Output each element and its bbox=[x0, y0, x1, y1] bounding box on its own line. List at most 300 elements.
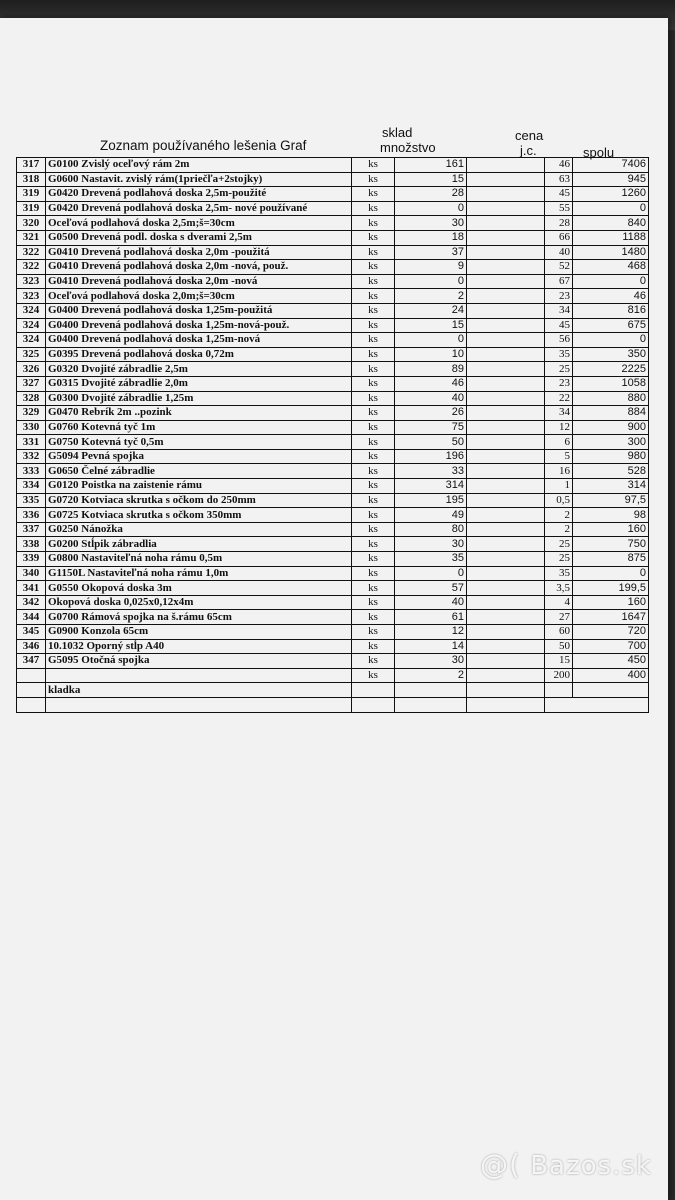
item-unit bbox=[352, 683, 395, 698]
row-number: 327 bbox=[17, 376, 46, 391]
table-row bbox=[17, 420, 649, 435]
item-unit-price: 66 bbox=[545, 230, 573, 245]
item-unit: ks bbox=[352, 376, 395, 391]
empty-cell bbox=[467, 274, 545, 289]
item-quantity: 33 bbox=[395, 464, 467, 479]
row-number: 323 bbox=[17, 274, 46, 289]
empty-cell bbox=[467, 668, 545, 683]
empty-cell bbox=[467, 508, 545, 523]
item-unit-price: 25 bbox=[545, 362, 573, 377]
item-unit: ks bbox=[352, 201, 395, 216]
item-quantity: 89 bbox=[395, 362, 467, 377]
item-quantity: 49 bbox=[395, 508, 467, 523]
item-description: G0750 Kotevná tyč 0,5m bbox=[46, 435, 352, 450]
item-quantity: 0 bbox=[395, 274, 467, 289]
row-number: 321 bbox=[17, 230, 46, 245]
item-unit: ks bbox=[352, 566, 395, 581]
item-total: 720 bbox=[573, 625, 649, 640]
item-total: 97,5 bbox=[573, 493, 649, 508]
item-unit: ks bbox=[352, 318, 395, 333]
empty-cell bbox=[467, 303, 545, 318]
item-quantity: 46 bbox=[395, 376, 467, 391]
empty-cell bbox=[467, 610, 545, 625]
empty-cell bbox=[467, 595, 545, 610]
item-description bbox=[46, 697, 352, 712]
item-total: 750 bbox=[573, 537, 649, 552]
empty-cell bbox=[467, 581, 545, 596]
table-row bbox=[17, 318, 649, 333]
item-total bbox=[573, 683, 649, 698]
item-quantity: 30 bbox=[395, 654, 467, 669]
row-number: 329 bbox=[17, 406, 46, 421]
item-unit-price: 45 bbox=[545, 187, 573, 202]
item-unit-price: 34 bbox=[545, 406, 573, 421]
table-row bbox=[17, 187, 649, 202]
table-row bbox=[17, 376, 649, 391]
column-header-cena: cena bbox=[515, 128, 544, 143]
row-number: 339 bbox=[17, 552, 46, 567]
empty-cell bbox=[467, 230, 545, 245]
item-quantity: 40 bbox=[395, 391, 467, 406]
table-row bbox=[17, 697, 649, 712]
item-unit: ks bbox=[352, 654, 395, 669]
empty-cell bbox=[467, 406, 545, 421]
item-description: G0315 Dvojité zábradlie 2,0m bbox=[46, 376, 352, 391]
table-row bbox=[17, 216, 649, 231]
item-unit-price: 55 bbox=[545, 201, 573, 216]
item-unit-price: 50 bbox=[545, 639, 573, 654]
item-quantity: 0 bbox=[395, 566, 467, 581]
item-description: G0420 Drevená podlahová doska 2,5m-použité bbox=[46, 187, 352, 202]
item-unit-price: 15 bbox=[545, 654, 573, 669]
empty-cell bbox=[467, 362, 545, 377]
row-number: 319 bbox=[17, 187, 46, 202]
item-unit: ks bbox=[352, 668, 395, 683]
item-unit: ks bbox=[352, 522, 395, 537]
item-unit: ks bbox=[352, 639, 395, 654]
item-quantity: 30 bbox=[395, 216, 467, 231]
item-unit-price: 22 bbox=[545, 391, 573, 406]
item-total: 7406 bbox=[573, 158, 649, 173]
item-quantity: 15 bbox=[395, 172, 467, 187]
item-total: 1260 bbox=[573, 187, 649, 202]
item-quantity: 26 bbox=[395, 406, 467, 421]
item-total: 880 bbox=[573, 391, 649, 406]
row-number: 347 bbox=[17, 654, 46, 669]
item-unit-price: 25 bbox=[545, 552, 573, 567]
table-row bbox=[17, 610, 649, 625]
item-description: G0410 Drevená podlahová doska 2,0m -použitá bbox=[46, 245, 352, 260]
item-quantity: 12 bbox=[395, 625, 467, 640]
empty-cell bbox=[467, 522, 545, 537]
item-quantity: 18 bbox=[395, 230, 467, 245]
item-quantity: 24 bbox=[395, 303, 467, 318]
item-quantity: 0 bbox=[395, 333, 467, 348]
item-description: G0420 Drevená podlahová doska 2,5m- nové používané bbox=[46, 201, 352, 216]
row-number: 324 bbox=[17, 333, 46, 348]
item-unit-price: 6 bbox=[545, 435, 573, 450]
item-unit: ks bbox=[352, 464, 395, 479]
table-row bbox=[17, 449, 649, 464]
empty-cell bbox=[467, 625, 545, 640]
table-row bbox=[17, 158, 649, 173]
column-header-sklad: sklad bbox=[382, 125, 413, 140]
item-unit: ks bbox=[352, 230, 395, 245]
item-unit-price: 56 bbox=[545, 333, 573, 348]
item-total: 0 bbox=[573, 333, 649, 348]
item-unit-price: 63 bbox=[545, 172, 573, 187]
item-unit-price: 46 bbox=[545, 158, 573, 173]
item-description: 10.1032 Oporný stĺp A40 bbox=[46, 639, 352, 654]
empty-cell bbox=[467, 683, 545, 698]
item-quantity: 195 bbox=[395, 493, 467, 508]
item-description: G0100 Zvislý oceľový rám 2m bbox=[46, 158, 352, 173]
table-row bbox=[17, 201, 649, 216]
item-unit-price: 27 bbox=[545, 610, 573, 625]
item-unit-price: 67 bbox=[545, 274, 573, 289]
item-quantity: 37 bbox=[395, 245, 467, 260]
item-description: G0400 Drevená podlahová doska 1,25m-nová bbox=[46, 333, 352, 348]
item-total: 1058 bbox=[573, 376, 649, 391]
empty-cell bbox=[467, 245, 545, 260]
item-description: G0650 Čelné zábradlie bbox=[46, 464, 352, 479]
inventory-table bbox=[16, 157, 649, 713]
item-total: 314 bbox=[573, 479, 649, 494]
item-quantity: 50 bbox=[395, 435, 467, 450]
table-row bbox=[17, 625, 649, 640]
item-unit-price: 23 bbox=[545, 289, 573, 304]
empty-cell bbox=[467, 552, 545, 567]
table-row bbox=[17, 406, 649, 421]
table-row bbox=[17, 391, 649, 406]
row-number: 322 bbox=[17, 260, 46, 275]
item-unit: ks bbox=[352, 552, 395, 567]
item-total: 700 bbox=[573, 639, 649, 654]
item-description: G0900 Konzola 65cm bbox=[46, 625, 352, 640]
row-number: 317 bbox=[17, 158, 46, 173]
item-quantity: 35 bbox=[395, 552, 467, 567]
table-row bbox=[17, 537, 649, 552]
item-description: G0725 Kotviaca skrutka s očkom 350mm bbox=[46, 508, 352, 523]
item-unit bbox=[352, 697, 395, 712]
item-description: G0720 Kotviaca skrutka s očkom do 250mm bbox=[46, 493, 352, 508]
item-quantity: 30 bbox=[395, 537, 467, 552]
table-row bbox=[17, 289, 649, 304]
row-number: 335 bbox=[17, 493, 46, 508]
row-number: 333 bbox=[17, 464, 46, 479]
row-number: 324 bbox=[17, 318, 46, 333]
item-description: G0300 Dvojité zábradlie 1,25m bbox=[46, 391, 352, 406]
empty-cell bbox=[467, 216, 545, 231]
item-total: 1647 bbox=[573, 610, 649, 625]
item-quantity: 2 bbox=[395, 668, 467, 683]
item-unit-price: 40 bbox=[545, 245, 573, 260]
item-unit-price: 200 bbox=[545, 668, 573, 683]
item-total: 98 bbox=[573, 508, 649, 523]
item-unit: ks bbox=[352, 625, 395, 640]
table-row bbox=[17, 303, 649, 318]
item-unit-price: 12 bbox=[545, 420, 573, 435]
row-number: 326 bbox=[17, 362, 46, 377]
item-unit-price: 28 bbox=[545, 216, 573, 231]
item-unit: ks bbox=[352, 581, 395, 596]
item-total: 350 bbox=[573, 347, 649, 362]
column-header-jc: j.c. bbox=[520, 143, 537, 158]
item-description: G0250 Nánožka bbox=[46, 522, 352, 537]
bazos-watermark bbox=[480, 1148, 652, 1181]
row-number: 323 bbox=[17, 289, 46, 304]
row-number: 345 bbox=[17, 625, 46, 640]
item-total: 46 bbox=[573, 289, 649, 304]
item-unit: ks bbox=[352, 289, 395, 304]
item-total: 199,5 bbox=[573, 581, 649, 596]
item-description: G0550 Okopová doska 3m bbox=[46, 581, 352, 596]
item-unit-price: 23 bbox=[545, 376, 573, 391]
item-total: 300 bbox=[573, 435, 649, 450]
item-description: Oceľová podlahová doska 2,5m;š=30cm bbox=[46, 216, 352, 231]
item-unit: ks bbox=[352, 303, 395, 318]
item-unit-price: 16 bbox=[545, 464, 573, 479]
item-unit-price: 0,5 bbox=[545, 493, 573, 508]
empty-cell bbox=[467, 172, 545, 187]
row-number: 322 bbox=[17, 245, 46, 260]
empty-cell bbox=[467, 493, 545, 508]
item-unit: ks bbox=[352, 245, 395, 260]
item-description: G5095 Otočná spojka bbox=[46, 654, 352, 669]
empty-cell bbox=[467, 449, 545, 464]
row-number: 342 bbox=[17, 595, 46, 610]
item-quantity: 75 bbox=[395, 420, 467, 435]
item-total: 945 bbox=[573, 172, 649, 187]
item-unit: ks bbox=[352, 347, 395, 362]
row-number: 319 bbox=[17, 201, 46, 216]
bazos-logo-icon: @( bbox=[480, 1148, 521, 1181]
table-row bbox=[17, 683, 649, 698]
row-number: 338 bbox=[17, 537, 46, 552]
item-description: G0120 Poistka na zaistenie rámu bbox=[46, 479, 352, 494]
item-total: 900 bbox=[573, 420, 649, 435]
empty-cell bbox=[467, 318, 545, 333]
row-number: 346 bbox=[17, 639, 46, 654]
item-description: Oceľová podlahová doska 2,0m;š=30cm bbox=[46, 289, 352, 304]
item-quantity bbox=[395, 683, 467, 698]
item-description: G0320 Dvojité zábradlie 2,5m bbox=[46, 362, 352, 377]
item-unit: ks bbox=[352, 274, 395, 289]
item-description: G0410 Drevená podlahová doska 2,0m -nová bbox=[46, 274, 352, 289]
item-quantity: 0 bbox=[395, 201, 467, 216]
empty-cell bbox=[467, 289, 545, 304]
item-unit: ks bbox=[352, 435, 395, 450]
empty-cell bbox=[467, 566, 545, 581]
column-header-mnozstvo: množstvo bbox=[380, 140, 436, 155]
item-unit-price: 2 bbox=[545, 508, 573, 523]
row-number bbox=[17, 697, 46, 712]
item-total: 450 bbox=[573, 654, 649, 669]
empty-cell bbox=[467, 347, 545, 362]
item-unit-price: 60 bbox=[545, 625, 573, 640]
empty-cell bbox=[467, 260, 545, 275]
empty-cell bbox=[467, 639, 545, 654]
item-description: G0470 Rebrík 2m ..pozink bbox=[46, 406, 352, 421]
table-row bbox=[17, 362, 649, 377]
empty-cell bbox=[467, 697, 545, 712]
item-quantity: 40 bbox=[395, 595, 467, 610]
item-quantity: 161 bbox=[395, 158, 467, 173]
item-quantity: 2 bbox=[395, 289, 467, 304]
table-row bbox=[17, 654, 649, 669]
item-total: 1480 bbox=[573, 245, 649, 260]
empty-cell bbox=[467, 464, 545, 479]
table-row bbox=[17, 333, 649, 348]
item-unit: ks bbox=[352, 187, 395, 202]
item-unit-price: 2 bbox=[545, 522, 573, 537]
item-total: 528 bbox=[573, 464, 649, 479]
item-quantity: 28 bbox=[395, 187, 467, 202]
row-number: 336 bbox=[17, 508, 46, 523]
row-number: 324 bbox=[17, 303, 46, 318]
item-unit: ks bbox=[352, 508, 395, 523]
empty-cell bbox=[467, 420, 545, 435]
item-total: 468 bbox=[573, 260, 649, 275]
item-description: Okopová doska 0,025x0,12x4m bbox=[46, 595, 352, 610]
column-header-spolu: spolu bbox=[583, 145, 615, 160]
item-unit: ks bbox=[352, 391, 395, 406]
item-description: G0400 Drevená podlahová doska 1,25m-nová-použ. bbox=[46, 318, 352, 333]
item-unit: ks bbox=[352, 449, 395, 464]
item-description: G1150L Nastaviteľná noha rámu 1,0m bbox=[46, 566, 352, 581]
row-number bbox=[17, 668, 46, 683]
table-row bbox=[17, 464, 649, 479]
item-quantity bbox=[395, 697, 467, 712]
table-row bbox=[17, 566, 649, 581]
item-total: 400 bbox=[573, 668, 649, 683]
empty-cell bbox=[467, 376, 545, 391]
item-unit: ks bbox=[352, 172, 395, 187]
row-number: 320 bbox=[17, 216, 46, 231]
item-total: 160 bbox=[573, 522, 649, 537]
item-unit-price: 35 bbox=[545, 347, 573, 362]
empty-cell bbox=[467, 333, 545, 348]
item-unit: ks bbox=[352, 493, 395, 508]
table-row bbox=[17, 595, 649, 610]
item-description: G0410 Drevená podlahová doska 2,0m -nová, použ. bbox=[46, 260, 352, 275]
empty-cell bbox=[467, 201, 545, 216]
item-description: G0800 Nastaviteľná noha rámu 0,5m bbox=[46, 552, 352, 567]
item-quantity: 314 bbox=[395, 479, 467, 494]
table-row bbox=[17, 435, 649, 450]
table-row bbox=[17, 230, 649, 245]
item-total: 840 bbox=[573, 216, 649, 231]
item-unit: ks bbox=[352, 537, 395, 552]
table-row bbox=[17, 245, 649, 260]
item-quantity: 10 bbox=[395, 347, 467, 362]
item-total: 875 bbox=[573, 552, 649, 567]
item-description: G0395 Drevená podlahová doska 0,72m bbox=[46, 347, 352, 362]
item-unit: ks bbox=[352, 158, 395, 173]
item-total: 0 bbox=[573, 566, 649, 581]
row-number: 344 bbox=[17, 610, 46, 625]
item-total: 0 bbox=[573, 201, 649, 216]
item-description: G0200 Stĺpik zábradlia bbox=[46, 537, 352, 552]
row-number bbox=[17, 683, 46, 698]
item-unit-price bbox=[545, 697, 649, 712]
table-row bbox=[17, 581, 649, 596]
watermark-text: Bazos.sk bbox=[530, 1151, 652, 1181]
row-number: 330 bbox=[17, 420, 46, 435]
item-description: G0400 Drevená podlahová doska 1,25m-použitá bbox=[46, 303, 352, 318]
empty-cell bbox=[467, 391, 545, 406]
item-total: 980 bbox=[573, 449, 649, 464]
item-unit-price: 25 bbox=[545, 537, 573, 552]
empty-cell bbox=[467, 537, 545, 552]
empty-cell bbox=[467, 158, 545, 173]
item-quantity: 15 bbox=[395, 318, 467, 333]
table-row bbox=[17, 522, 649, 537]
row-number: 331 bbox=[17, 435, 46, 450]
item-total: 2225 bbox=[573, 362, 649, 377]
table-row bbox=[17, 172, 649, 187]
item-unit-price: 3,5 bbox=[545, 581, 573, 596]
item-quantity: 196 bbox=[395, 449, 467, 464]
item-unit: ks bbox=[352, 479, 395, 494]
empty-cell bbox=[467, 187, 545, 202]
item-description: kladka bbox=[46, 683, 352, 698]
item-description: G0500 Drevená podl. doska s dverami 2,5m bbox=[46, 230, 352, 245]
item-unit: ks bbox=[352, 216, 395, 231]
item-description: G0700 Rámová spojka na š.rámu 65cm bbox=[46, 610, 352, 625]
table-row bbox=[17, 274, 649, 289]
item-total: 160 bbox=[573, 595, 649, 610]
empty-cell bbox=[467, 654, 545, 669]
item-unit-price: 4 bbox=[545, 595, 573, 610]
item-unit-price: 52 bbox=[545, 260, 573, 275]
item-unit-price bbox=[545, 683, 573, 698]
item-quantity: 14 bbox=[395, 639, 467, 654]
row-number: 325 bbox=[17, 347, 46, 362]
row-number: 341 bbox=[17, 581, 46, 596]
row-number: 328 bbox=[17, 391, 46, 406]
item-total: 1188 bbox=[573, 230, 649, 245]
row-number: 332 bbox=[17, 449, 46, 464]
item-unit: ks bbox=[352, 362, 395, 377]
item-quantity: 80 bbox=[395, 522, 467, 537]
item-unit-price: 45 bbox=[545, 318, 573, 333]
item-unit-price: 5 bbox=[545, 449, 573, 464]
row-number: 337 bbox=[17, 522, 46, 537]
table-row bbox=[17, 508, 649, 523]
item-unit: ks bbox=[352, 260, 395, 275]
item-description bbox=[46, 668, 352, 683]
item-unit: ks bbox=[352, 333, 395, 348]
item-total: 0 bbox=[573, 274, 649, 289]
item-unit-price: 35 bbox=[545, 566, 573, 581]
item-unit: ks bbox=[352, 595, 395, 610]
table-row bbox=[17, 639, 649, 654]
item-total: 816 bbox=[573, 303, 649, 318]
row-number: 318 bbox=[17, 172, 46, 187]
table-row bbox=[17, 347, 649, 362]
empty-cell bbox=[467, 479, 545, 494]
empty-cell bbox=[467, 435, 545, 450]
item-unit: ks bbox=[352, 610, 395, 625]
table-row bbox=[17, 552, 649, 567]
item-description: G0760 Kotevná tyč 1m bbox=[46, 420, 352, 435]
item-description: G5094 Pevná spojka bbox=[46, 449, 352, 464]
table-row bbox=[17, 260, 649, 275]
table-row bbox=[17, 493, 649, 508]
row-number: 334 bbox=[17, 479, 46, 494]
row-number: 340 bbox=[17, 566, 46, 581]
